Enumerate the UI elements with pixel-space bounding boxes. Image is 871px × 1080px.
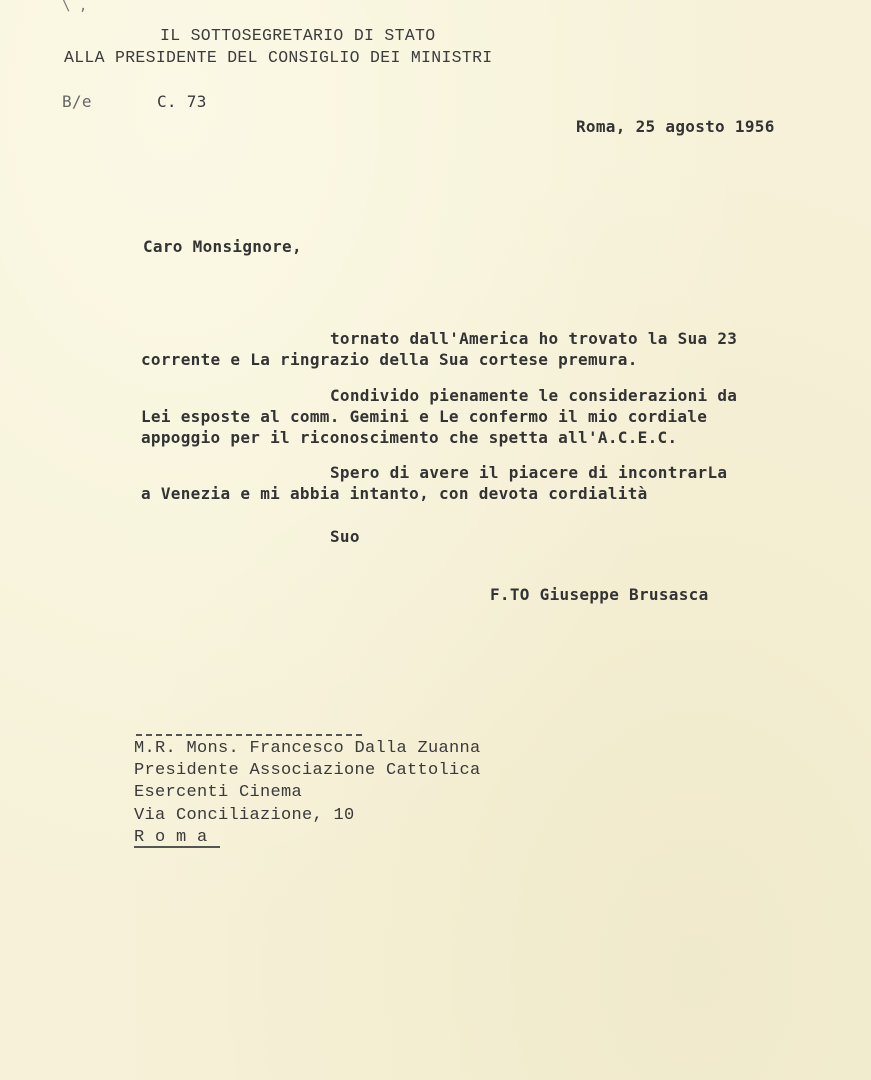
body-paragraph-2-line-1: Condivido pienamente le considerazioni da [330, 386, 738, 405]
signature: F.TO Giuseppe Brusasca [490, 585, 709, 604]
letterhead-line-1: IL SOTTOSEGRETARIO DI STATO [160, 26, 436, 45]
recipient-street: Via Conciliazione, 10 [134, 806, 355, 825]
body-paragraph-3-line-1: Spero di avere il piacere di incontrarLa [330, 463, 728, 482]
body-paragraph-3-line-2: a Venezia e mi abbia intanto, con devota cordialità [141, 484, 648, 503]
closing: Suo [330, 527, 360, 546]
recipient-name: M.R. Mons. Francesco Dalla Zuanna [134, 739, 481, 758]
recipient-organization: Esercenti Cinema [134, 783, 303, 802]
recipient-title: Presidente Associazione Cattolica [134, 761, 481, 780]
ink-mark: \ , [62, 0, 88, 14]
letterhead-line-2: ALLA PRESIDENTE DEL CONSIGLIO DEI MINISTRI [64, 48, 493, 67]
salutation: Caro Monsignore, [143, 237, 302, 256]
city-underline [134, 846, 220, 848]
body-paragraph-1-line-1: tornato dall'America ho trovato la Sua 23 [330, 329, 738, 348]
address-rule [136, 734, 362, 736]
body-paragraph-2-line-3: appoggio per il riconoscimento che spetta all'A.C.E.C. [141, 428, 678, 447]
letter-date: Roma, 25 agosto 1956 [576, 117, 775, 136]
body-paragraph-1-line-2: corrente e La ringrazio della Sua cortese premura. [141, 350, 638, 369]
body-paragraph-2-line-2: Lei esposte al comm. Gemini e Le confermo il mio cordiale [141, 407, 708, 426]
reference-initials: B/e [62, 92, 92, 111]
recipient-city: R o m a [134, 828, 208, 847]
reference-protocol: C. 73 [157, 92, 207, 111]
